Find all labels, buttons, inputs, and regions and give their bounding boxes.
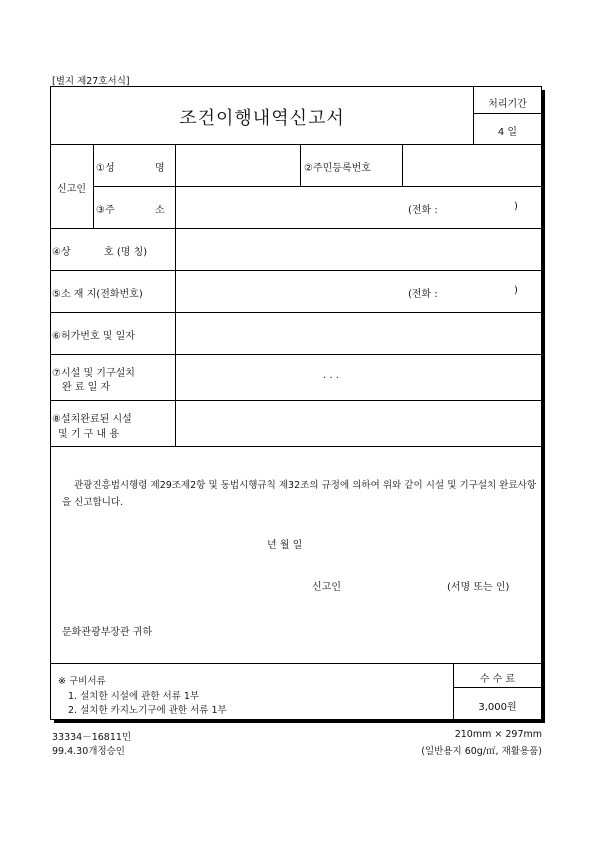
rule: [50, 312, 542, 313]
rule: [453, 687, 542, 688]
rule: [50, 400, 542, 401]
install-date-label-2: 완 료 일 자: [62, 382, 111, 393]
rule: [50, 663, 542, 664]
paper-size: 210mm × 297mm: [454, 729, 542, 740]
form-number-label: [별지 제27호서식]: [52, 76, 130, 87]
address-phone-close: ): [514, 201, 518, 212]
address-label: ③주: [96, 205, 115, 216]
approval-note: 99.4.30개정승인: [52, 746, 125, 757]
fee-label: 수 수 료: [479, 674, 516, 685]
name-label: ①성: [96, 163, 115, 174]
rule: [93, 186, 542, 187]
form-code: 33334－16811민: [52, 732, 132, 743]
completed-items-label-2: 및 기 구 내 용: [58, 429, 120, 440]
permit-label: ⑥허가번호 및 일자: [52, 331, 135, 342]
location-label: ⑤소 재 지(전화번호): [52, 289, 143, 300]
install-date-label: ⑦시설 및 기구설치: [52, 368, 135, 379]
reporter-group-label: 신고인: [57, 184, 86, 195]
docs-header: ※ 구비서류: [58, 676, 106, 687]
declaration-text: 관광진흥법시행령 제29조제2항 및 동법시행규칙 제32조의 규정에 의하여 위와 같이 시설 및 기구설치 완료사항을 신고합니다.: [62, 480, 536, 508]
date-line: 년 월 일: [267, 540, 303, 551]
location-phone-label: (전화 :: [408, 289, 438, 300]
signature-hint: (서명 또는 인): [447, 582, 510, 593]
address-phone-label: (전화 :: [408, 205, 438, 216]
name-label-tail: 명: [155, 163, 165, 174]
docs-item-1: 1. 설치한 시설에 관한 서류 1부: [68, 691, 200, 702]
docs-item-2: 2. 설치한 카지노기구에 관한 서류 1부: [68, 705, 227, 716]
fee-value: 3,000원: [478, 702, 517, 713]
frame-shadow-bottom: [54, 720, 545, 723]
processing-value: 4 일: [497, 127, 518, 138]
address-label-tail: 소: [155, 205, 165, 216]
rule: [50, 228, 542, 229]
frame-shadow-right: [542, 90, 545, 723]
signer-label: 신고인: [312, 582, 341, 593]
form-title: 조건이행내역신고서: [179, 108, 345, 129]
paper-spec: (일반용지 60g/㎡, 재활용품): [421, 746, 542, 757]
trade-name-label: ④상: [52, 247, 71, 258]
rule: [50, 354, 542, 355]
rule: [50, 270, 542, 271]
processing-label: 처리기간: [488, 99, 527, 110]
rule: [300, 144, 301, 186]
rule: [175, 144, 176, 446]
rule: [402, 144, 403, 186]
install-date-dots: . . .: [323, 370, 339, 381]
rule: [50, 446, 542, 447]
location-phone-close: ): [514, 285, 518, 296]
completed-items-label: ⑧설치완료된 시설: [52, 414, 132, 425]
rrn-label: ②주민등록번호: [304, 163, 371, 174]
addressee: 문화관광부장관 귀하: [62, 627, 153, 638]
rule: [50, 144, 542, 145]
trade-name-label-tail: 호 (명 칭): [104, 247, 148, 258]
rule: [93, 144, 94, 228]
processing-divider: [473, 113, 542, 114]
